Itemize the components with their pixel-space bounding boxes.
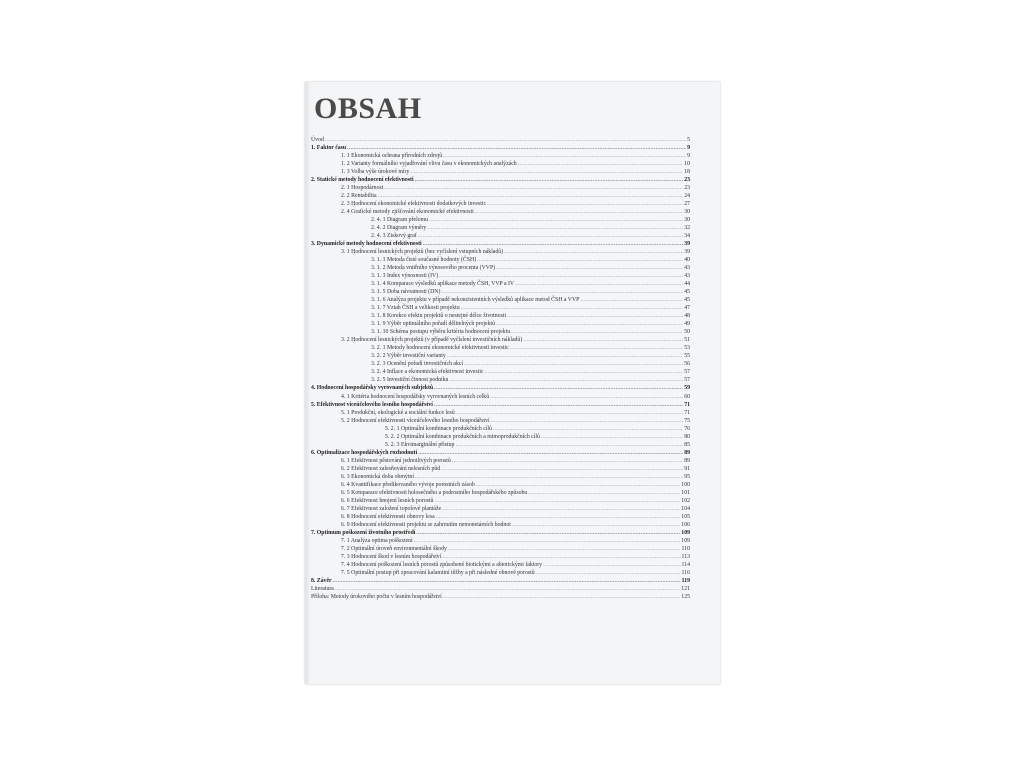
toc-entry-page: 43 [684,265,690,272]
toc-entry [311,409,690,417]
toc-entry-label: 3. 1. 8 Korekce efektu projektů o nestejné délce životnosti [371,313,507,320]
toc-entry-page: 119 [681,577,690,584]
toc-entry [311,457,690,465]
toc-leader-dots [464,360,683,368]
book-page [305,82,720,684]
toc-entry-page: 27 [684,201,690,208]
toc-entry [311,521,690,529]
toc-entry-label: 2. 4. 1 Diagram přelomu [371,217,428,224]
toc-entry-page: 51 [684,337,690,344]
toc-entry-label: 4. Hodnocení hospodářsky vyrovnaných subjektů [311,385,434,392]
toc-leader-dots [442,553,680,561]
toc-leader-dots [528,489,680,497]
toc-entry-page: 40 [684,257,690,264]
toc-entry-page: 110 [681,545,690,552]
toc-entry-page: 116 [681,569,690,576]
toc-entry-page: 121 [681,585,690,592]
toc-entry-label: 2. 4. 2 Diagram výměry [371,225,427,232]
toc-entry-page: 106 [681,521,690,528]
toc-entry-label: 2. Statické metody hodnocení efektivnosti [311,177,414,184]
toc-entry-page: 39 [684,249,690,256]
toc-entry-page: 80 [684,433,690,440]
toc-entry-page: 50 [684,329,690,336]
toc-entry [311,288,690,296]
toc-entry-label: 1. 3 Volba výše úrokové míry [341,169,410,176]
toc-leader-dots [325,136,686,144]
toc-entry-label: 3. 1. 3 Index výnosnosti (IV) [371,273,439,280]
toc-entry-label: 3. 1. 9 Výběr optimálního pořadí dělitelných projektů [371,321,496,328]
toc-entry-page: 85 [684,441,690,448]
toc-entry-page: 59 [684,385,690,392]
toc-leader-dots [510,344,684,352]
toc-entry [311,312,690,320]
toc-entry-page: 55 [684,353,690,360]
toc-entry [311,216,690,224]
toc-leader-dots [441,288,683,296]
toc-entry-page: 71 [684,401,690,408]
toc-leader-dots [427,224,683,232]
toc-leader-dots [443,593,681,601]
toc-leader-dots [461,304,684,312]
toc-entry-label: 5. 2. 2 Optimální kombinace produkčních a mimoprodukčních cílů [385,433,540,440]
toc-leader-dots [443,152,686,160]
toc-entry-label: 5. Efektivnost víceúčelového lesního hospodářství [311,401,433,408]
toc-leader-dots [490,393,683,401]
toc-leader-dots [418,449,683,457]
toc-entry [311,344,690,352]
toc-leader-dots [333,577,681,585]
toc-entry-label: 2. 2 Rentabilita [341,193,377,200]
toc-leader-dots [447,352,683,360]
toc-entry [311,433,690,441]
toc-entry-page: 76 [684,425,690,432]
toc-leader-dots [434,497,680,505]
toc-entry [311,376,690,384]
toc-entry-page: 18 [684,169,690,176]
toc-entry-page: 109 [681,529,690,536]
toc-entry-page: 44 [684,281,690,288]
toc-leader-dots [452,457,683,465]
toc-entry-page: 102 [681,497,690,504]
toc-entry-page: 91 [684,465,690,472]
toc-entry [311,152,690,160]
toc-entry [311,144,690,152]
toc-leader-dots [335,585,680,593]
toc-entry [311,401,690,409]
toc-entry-label: 7. 1 Analýza optima poškození [341,537,413,544]
toc-entry-label: 3. 1. 7 Vztah ČSH a velikosti projektu [371,305,460,312]
toc-entry [311,224,690,232]
toc-entry-page: 48 [684,313,690,320]
toc-leader-dots [455,441,683,449]
toc-leader-dots [441,465,683,473]
toc-entry-label: 7. 4 Hodnocení poškození lesních porostů způsobené biotickými a abiotickými faktory [341,561,543,568]
toc-entry [311,481,690,489]
toc-entry-label: Literatura [311,585,334,592]
toc-entry-label: 3. 1. 1 Metoda čisté současné hodnoty (ČSH) [371,257,477,264]
toc-entry-label: 1. Faktor času [311,145,347,152]
toc-leader-dots [416,529,680,537]
table-of-contents [311,136,690,601]
toc-entry [311,497,690,505]
toc-leader-dots [512,521,680,529]
toc-entry-page: 9 [687,153,690,160]
toc-entry-label: 3. 1. 2 Metoda vnitřního výnosového procenta (VVP) [371,265,496,272]
toc-entry-label: 3. 2. 3 Ocenění pořadí investičních akcí [371,361,464,368]
toc-entry [311,553,690,561]
toc-leader-dots [523,336,683,344]
toc-entry-label: 7. 3 Hodnocení škod v lesním hospodářství [341,553,442,560]
toc-entry-page: 45 [684,289,690,296]
toc-leader-dots [414,537,681,545]
toc-leader-dots [423,240,684,248]
toc-leader-dots [491,417,684,425]
toc-leader-dots [347,144,686,152]
toc-leader-dots [541,433,683,441]
toc-entry-label: 8. Závěr [311,577,332,584]
toc-entry-page: 101 [681,489,690,496]
toc-entry [311,425,690,433]
toc-entry-label: 3. 2. 4 Inflace a ekonomická efektivnost investic [371,369,484,376]
toc-entry-page: 53 [684,345,690,352]
toc-entry-page: 23 [684,185,690,192]
toc-entry [311,136,690,144]
toc-entry-label: 3. Dynamické metody hodnocení efektivnosti [311,241,422,248]
toc-entry-label: 3. 2 Hodnocení lesnických projektů (v případě vyčíslení investičních nákladů) [341,337,523,344]
toc-leader-dots [493,425,683,433]
toc-entry-page: 24 [684,193,690,200]
toc-entry-label: 6. 3 Ekonomická doba obmýtní [341,473,414,480]
toc-leader-dots [410,168,683,176]
toc-entry-page: 43 [684,273,690,280]
toc-leader-dots [442,505,680,513]
toc-leader-dots [429,216,683,224]
toc-entry-label: 1. 1 Ekonomická ochrana přírodních zdrojů [341,153,443,160]
toc-entry-page: 125 [681,593,690,600]
toc-entry-label: 5. 1 Produkční, ekologické a sociální funkce lesů [341,409,455,416]
toc-entry-label: 2. 4. 3 Ziskový graf [371,233,417,240]
toc-leader-dots [456,409,683,417]
toc-leader-dots [496,264,683,272]
toc-entry-label: 7. Optimum poškození životního prostředí [311,529,416,536]
toc-entry [311,384,690,392]
toc-entry-label: 3. 1. 5 Doba návratnosti (DN) [371,289,441,296]
toc-entry-page: 104 [681,505,690,512]
toc-entry-label: 3. 1. 10 Schéma postupu výběru kritéria hodnocení projektu [371,329,511,336]
toc-entry [311,184,690,192]
toc-entry [311,360,690,368]
toc-entry-label: 5. 2. 3 Ekvimarginální přístup [385,441,455,448]
toc-leader-dots [496,320,683,328]
toc-entry-label: 6. 2 Efektivnost zalesňování nelesních půd [341,465,441,472]
toc-entry-page: 113 [681,553,690,560]
toc-leader-dots [511,328,683,336]
toc-entry-label: 2. 3 Hodnocení ekonomické efektivnosti dodatkových investic [341,201,487,208]
toc-entry-page: 34 [684,233,690,240]
page-title: OBSAH [314,92,422,125]
toc-entry-page: 45 [684,297,690,304]
toc-entry-label: 2. 4 Grafické metody zjišťování ekonomické efektivnosti [341,209,474,216]
toc-entry [311,545,690,553]
toc-leader-dots [384,184,683,192]
toc-entry-page: 9 [687,145,690,152]
toc-entry [311,168,690,176]
toc-entry-page: 60 [684,393,690,400]
toc-entry-page: 30 [684,217,690,224]
toc-entry [311,473,690,481]
toc-entry-label: 3. 1 Hodnocení lesnických projektů (bez vyčíslení vstupních nákladů) [341,249,504,256]
toc-entry-page: 75 [684,417,690,424]
toc-leader-dots [448,545,681,553]
toc-entry-label: 5. 2. 1 Optimální kombinace produkčních cílů [385,425,492,432]
toc-entry-label: 5. 2 Hodnocení efektivnosti víceúčelového lesního hospodářství [341,417,490,424]
toc-entry [311,200,690,208]
toc-entry-page: 109 [681,537,690,544]
toc-leader-dots [476,481,681,489]
toc-entry [311,192,690,200]
toc-leader-dots [518,160,684,168]
toc-entry-page: 95 [684,473,690,480]
toc-entry-label: 6. 6 Efektivnost hnojení lesních porostů [341,497,434,504]
toc-entry-label: 7. 2 Optimální úroveň environmentální škody [341,545,447,552]
toc-entry-label: 6. 5 Komparace efektivnosti holosečného a podrostního hospodářského způsobu [341,489,528,496]
toc-entry-label: 1. 2 Varianty formálního vyjadřování vlivu času v ekonomických analýzách [341,161,517,168]
toc-entry-page: 71 [684,409,690,416]
toc-entry-label: 6. 9 Hodnocení efektivnosti projektu se zahrnutím nemonetárních hodnot [341,521,511,528]
toc-entry [311,513,690,521]
toc-entry [311,272,690,280]
toc-entry-page: 32 [684,225,690,232]
toc-entry [311,256,690,264]
toc-entry-page: 39 [684,241,690,248]
toc-entry [311,248,690,256]
toc-entry [311,320,690,328]
toc-leader-dots [415,473,683,481]
toc-entry-page: 5 [687,137,690,143]
toc-entry-page: 57 [684,369,690,376]
toc-entry [311,561,690,569]
toc-entry [311,232,690,240]
toc-entry-page: 10 [684,161,690,168]
toc-leader-dots [477,256,683,264]
toc-entry [311,449,690,457]
toc-entry-page: 23 [684,177,690,184]
toc-entry-page: 49 [684,321,690,328]
toc-leader-dots [515,280,683,288]
toc-entry-label: 6. 8 Hodnocení efektivnosti obnovy lesa [341,513,435,520]
toc-entry [311,296,690,304]
toc-entry-label: 3. 1. 6 Analýza projektu v případě nekonzistentních výsledků aplikace metod ČSH a VVP [371,297,580,304]
toc-leader-dots [415,176,684,184]
toc-leader-dots [485,368,684,376]
toc-leader-dots [475,208,683,216]
toc-entry-page: 56 [684,361,690,368]
toc-entry [311,569,690,577]
toc-entry [311,336,690,344]
toc-entry [311,328,690,336]
toc-entry [311,176,690,184]
toc-entry [311,417,690,425]
toc-entry [311,304,690,312]
toc-leader-dots [487,200,683,208]
toc-leader-dots [434,401,683,409]
toc-entry-label: 3. 2. 5 Investiční činnost podniku [371,377,449,384]
toc-entry [311,352,690,360]
toc-entry [311,577,690,585]
toc-leader-dots [543,561,680,569]
toc-leader-dots [439,272,683,280]
toc-leader-dots [434,384,683,392]
toc-leader-dots [504,248,683,256]
toc-entry-label: 3. 2. 2 Výběr investiční varianty [371,353,446,360]
toc-entry-page: 89 [684,449,690,456]
toc-entry-label: Úvod [311,137,324,143]
toc-entry [311,585,690,593]
toc-entry-label: 7. 5 Optimální postup při zpracování kalamitní těžby a při následné obnově porostů [341,569,535,576]
toc-leader-dots [536,569,681,577]
toc-entry [311,393,690,401]
toc-entry-label: 6. 4 Kvantifikace předikovaného vývoje porostních zásob [341,481,475,488]
toc-entry-page: 100 [681,481,690,488]
toc-leader-dots [436,513,681,521]
toc-entry-page: 30 [684,209,690,216]
toc-entry-label: 2. 1 Hospodárnost [341,185,384,192]
toc-entry [311,280,690,288]
toc-entry [311,160,690,168]
toc-entry [311,529,690,537]
toc-entry [311,264,690,272]
toc-entry [311,537,690,545]
toc-entry-label: 6. 7 Efektivnost založení topolové plantáže [341,505,442,512]
toc-entry [311,368,690,376]
toc-entry [311,465,690,473]
toc-entry [311,240,690,248]
toc-entry [311,593,690,601]
toc-leader-dots [580,296,683,304]
toc-entry-label: 3. 1. 4 Komparace výsledků aplikace metody ČSH, VVP a IV [371,281,515,288]
toc-leader-dots [418,232,683,240]
toc-entry-page: 114 [681,561,690,568]
toc-entry-label: 3. 2. 1 Metody hodnocení ekonomické efektivnosti investic [371,345,509,352]
toc-entry [311,489,690,497]
toc-leader-dots [378,192,684,200]
toc-entry-page: 57 [684,377,690,384]
toc-entry-page: 105 [681,513,690,520]
toc-entry [311,441,690,449]
toc-leader-dots [507,312,683,320]
toc-entry-label: Příloha: Metody úrokového počtu v lesním hospodářství [311,593,442,600]
toc-entry-page: 89 [684,457,690,464]
toc-entry-label: 6. 1 Efektivnost pěstování jednotlivých porostů [341,457,451,464]
toc-entry-label: 6. Optimalizace hospodářských rozhodnutí [311,449,418,456]
toc-entry-page: 47 [684,305,690,312]
toc-leader-dots [449,376,683,384]
toc-entry-label: 4. 1 Kritéria hodnocení hospodářsky vyrovnaných lesních celků [341,393,490,400]
toc-entry [311,505,690,513]
toc-entry [311,208,690,216]
